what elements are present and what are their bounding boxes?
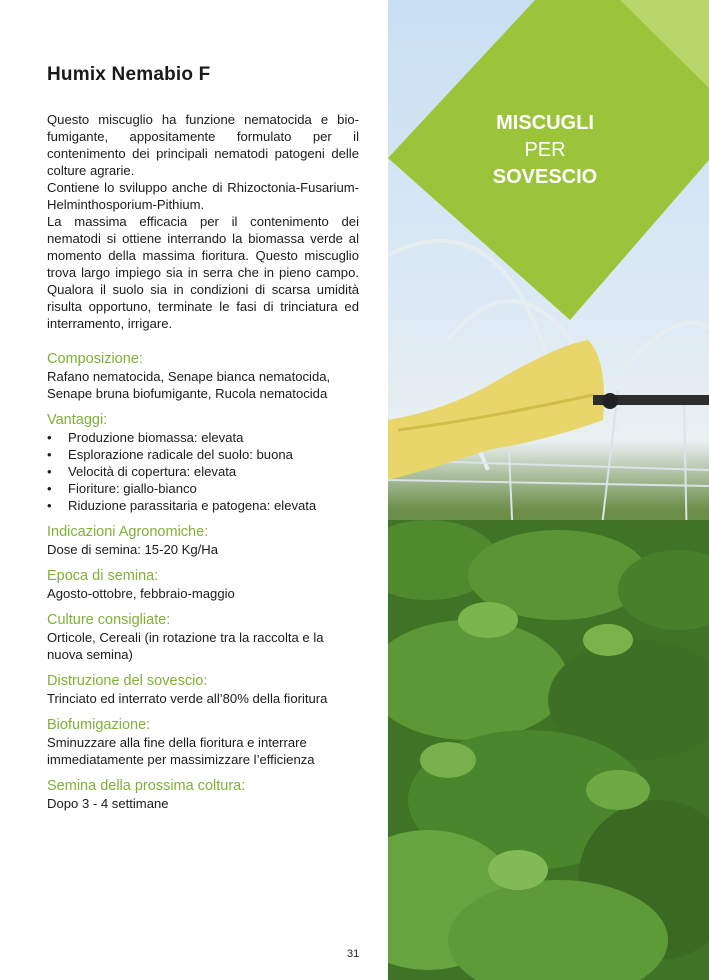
section-text: Trinciato ed interrato verde all’80% della fioritura: [47, 691, 328, 706]
section-text: Rafano nematocida, Senape bianca nematocida, Senape bruna biofumigante, Rucola nematocida: [47, 369, 331, 401]
section-text: Agosto-ottobre, febbraio-maggio: [47, 586, 235, 601]
section-heading: Vantaggi:: [47, 412, 108, 428]
badge-line-3: SOVESCIO: [492, 166, 598, 188]
bullet-icon: •: [47, 430, 52, 445]
product-title: Humix Nemabio F: [47, 64, 211, 85]
section-text: Orticole, Cereali (in rotazione tra la raccolta e la nuova semina): [47, 630, 324, 662]
bullet-icon: •: [47, 498, 52, 513]
section-text: Sminuzzare alla fine della fioritura e interrare immediatamente per massimizzare l’efficienza: [47, 735, 315, 767]
section-text: Dopo 3 - 4 settimane: [47, 796, 169, 811]
bullet-icon: •: [47, 447, 52, 462]
badge-line-1: MISCUGLI: [496, 112, 594, 134]
section-heading: Composizione:: [47, 351, 143, 367]
list-item: • Velocità di copertura: elevata: [47, 464, 237, 479]
section-heading: Distruzione del sovescio:: [47, 673, 208, 689]
bullet-icon: •: [47, 464, 52, 479]
intro-paragraph: La massima efficacia per il contenimento dei nematodi si ottiene interrando la biomassa verde al momento della massima fioritura. Questo miscuglio trova largo impiego sia in serra che in pieno campo. Qualora il suolo sia in condizioni di scarsa umidità risulta opportuno, terminate le fasi di trinciatura ed interramento, irrigare.: [47, 214, 359, 331]
list-item: • Esplorazione radicale del suolo: buona: [47, 447, 293, 462]
intro-paragraph: Questo miscuglio ha funzione nematocida e bio-fumigante, appositamente formulato per il contenimento dei principali nematodi patogeni delle colture agrarie.: [47, 112, 359, 178]
section-heading: Indicazioni Agronomiche:: [47, 524, 209, 540]
bullet-icon: •: [47, 481, 52, 496]
section-heading: Culture consigliate:: [47, 612, 171, 628]
section-heading: Epoca di semina:: [47, 568, 159, 584]
section-heading: Biofumigazione:: [47, 717, 151, 733]
list-item: • Produzione biomassa: elevata: [47, 430, 244, 445]
list-item: • Riduzione parassitaria e patogena: elevata: [47, 498, 317, 513]
page-number: 31: [347, 948, 360, 960]
list-item: • Fioriture: giallo-bianco: [47, 481, 197, 496]
intro-paragraph: Contiene lo sviluppo anche di Rhizoctonia-Fusarium-Helminthosporium-Pithium.: [47, 180, 359, 212]
badge-line-2: PER: [524, 139, 566, 161]
badge-label: [470, 110, 620, 191]
section-heading: Semina della prossima coltura:: [47, 778, 246, 794]
section-text: Dose di semina: 15-20 Kg/Ha: [47, 542, 219, 557]
